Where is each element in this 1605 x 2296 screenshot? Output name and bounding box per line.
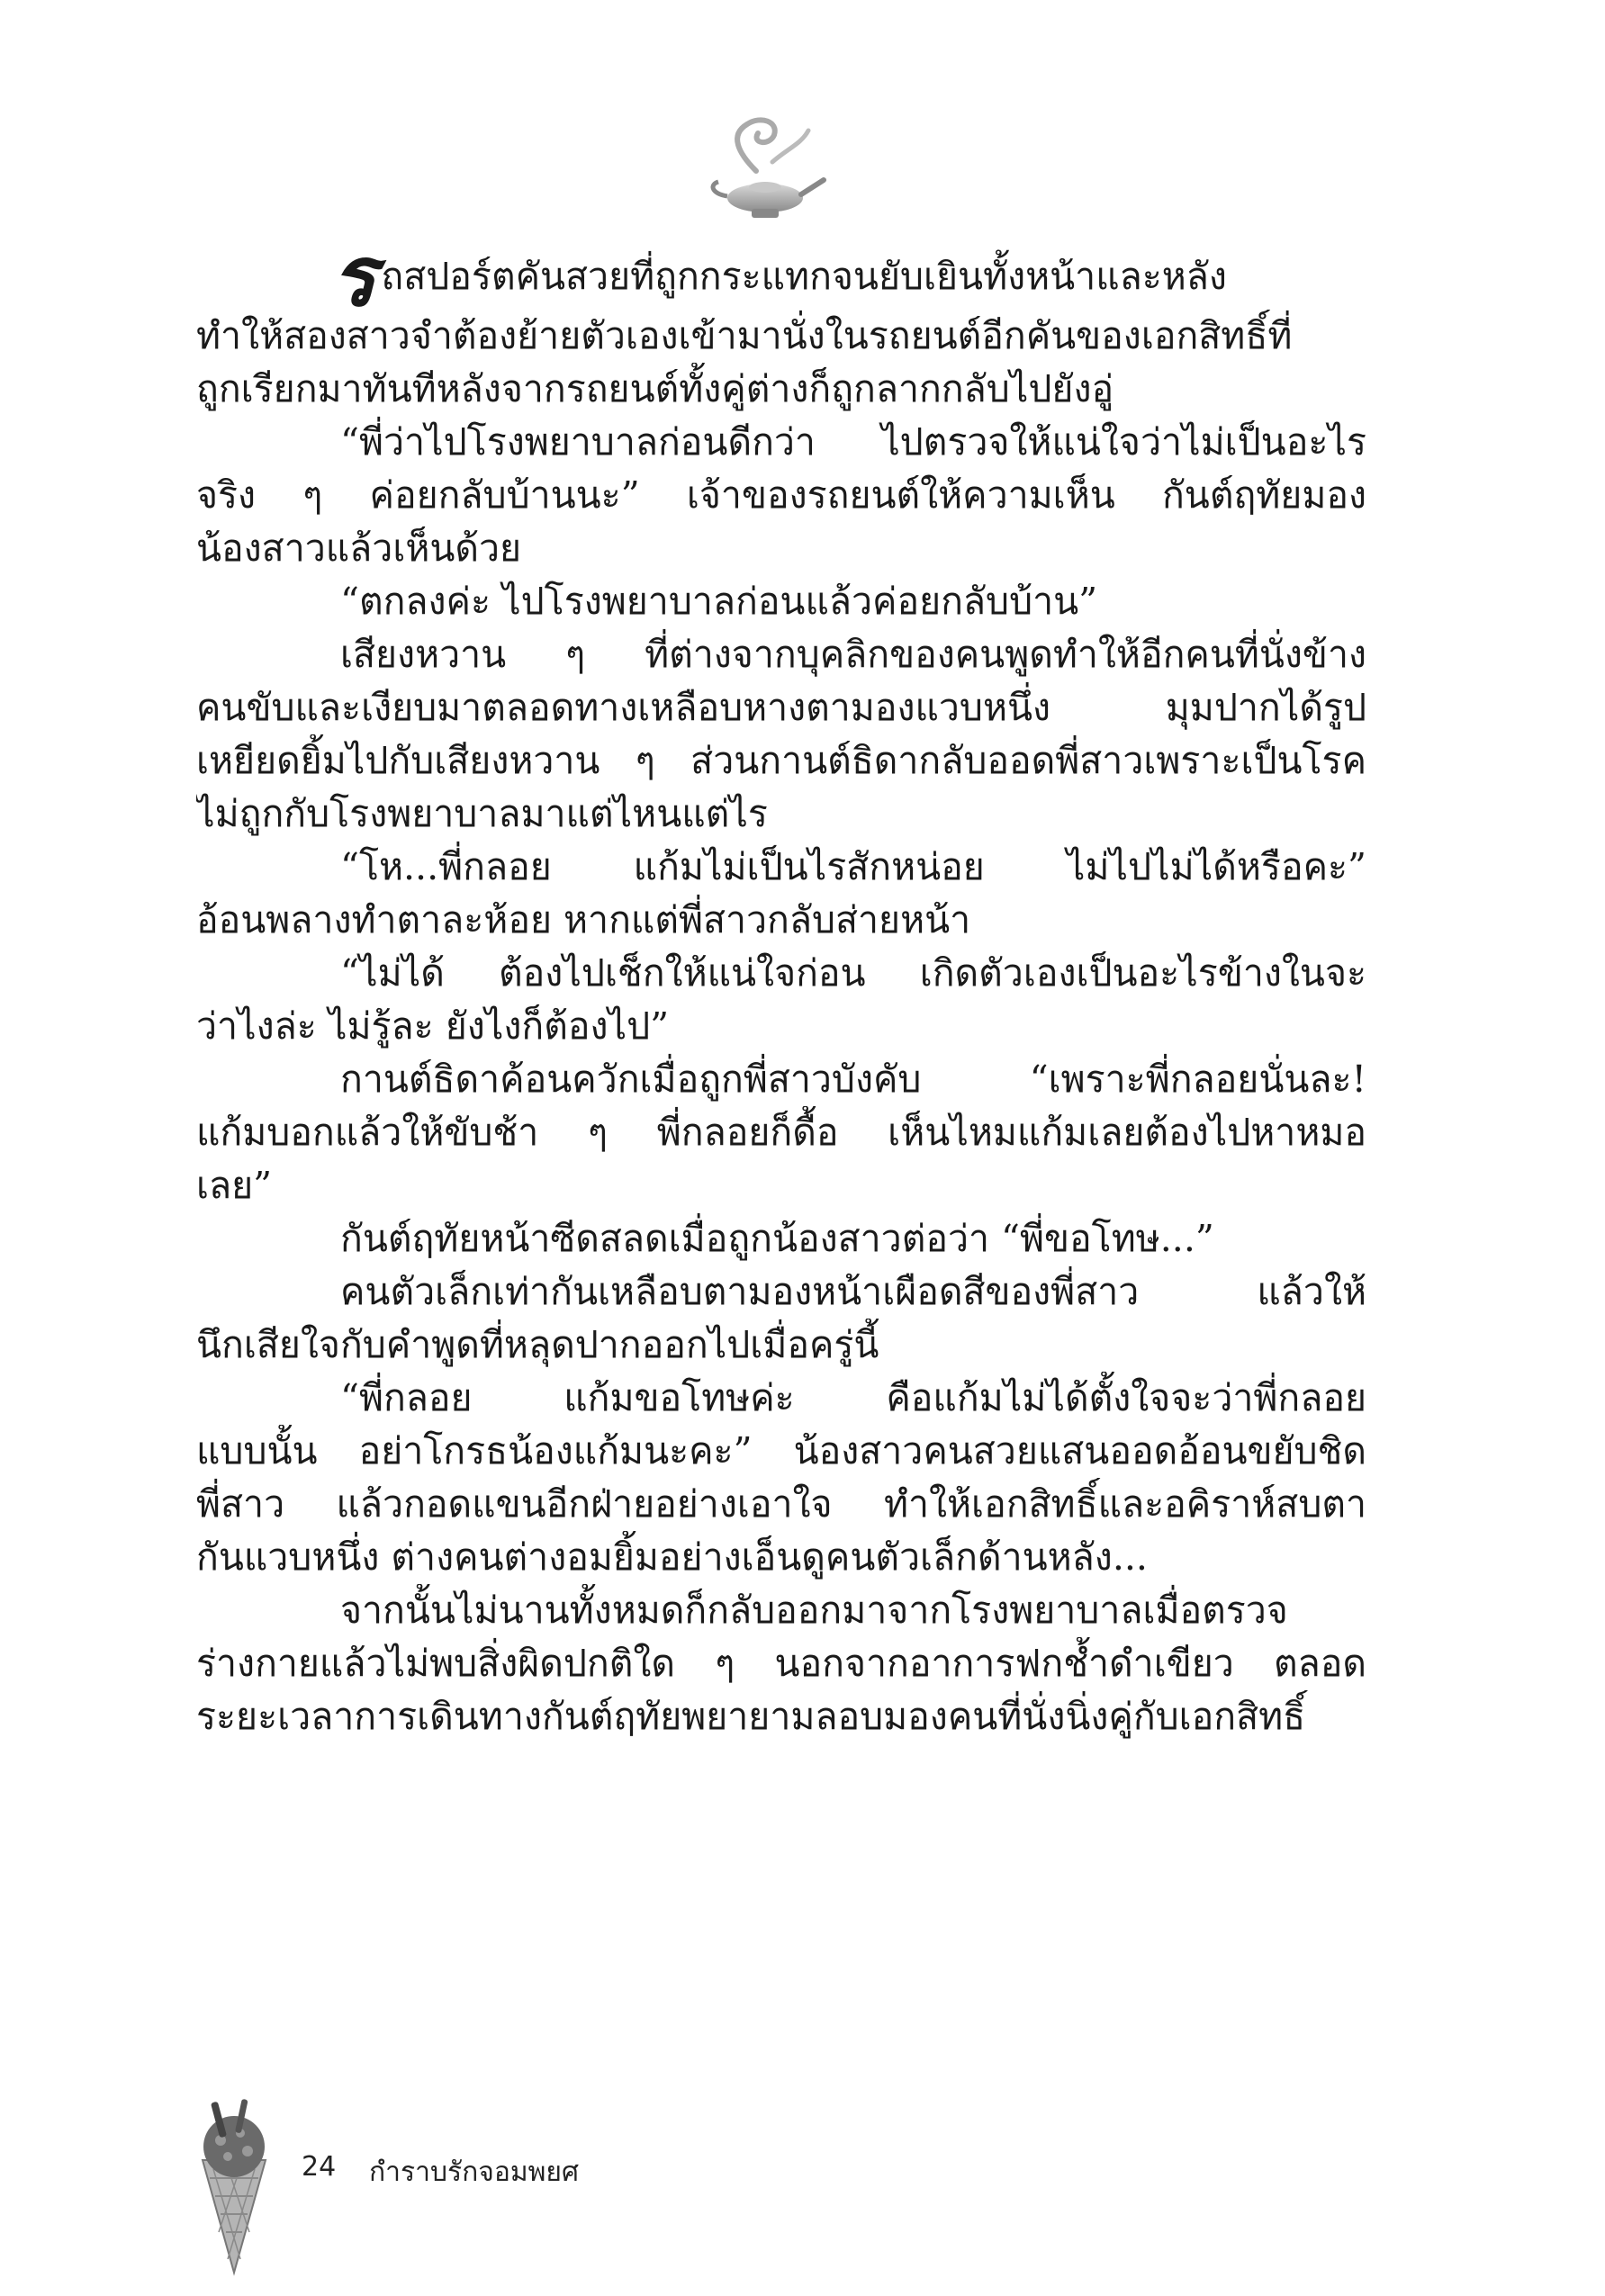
text-line: อ้อนพลางทำตาละห้อย หากแต่พี่สาวกลับส่ายหน้า — [196, 898, 971, 941]
paragraph-first-line: รถสปอร์ตคันสวยที่ถูกกระแทกจนยับเยินทั้งหน้าและหลัง — [196, 243, 1366, 310]
text-line: จริง ๆ ค่อยกลับบ้านนะ” เจ้าของรถยนต์ให้ความเห็น กันต์ฤทัยมอง — [196, 473, 1366, 517]
text-line: กานต์ธิดาค้อนควักเมื่อถูกพี่สาวบังคับ “เพราะพี่กลอยนั่นละ! — [340, 1058, 1366, 1101]
text-line: กันแวบหนึ่ง ต่างคนต่างอมยิ้มอย่างเอ็นดูคนตัวเล็กด้านหลัง... — [196, 1535, 1148, 1579]
text-line: คนขับและเงียบมาตลอดทางเหลือบหางตามองแวบหนึ่ง มุมปากได้รูป — [196, 686, 1366, 729]
book-title: กำราบรักจอมพยศ — [369, 2156, 580, 2188]
text-line: ระยะเวลาการเดินทางกันต์ฤทัยพยายามลอบมองคนที่นั่งนิ่งคู่กับเอกสิทธิ์ — [196, 1695, 1306, 1738]
text-line: พี่สาว แล้วกอดแขนอีกฝ่ายอย่างเอาใจ ทำให้เอกสิทธิ์และอคิราห์สบตา — [196, 1482, 1366, 1526]
ice-cream-cone-icon — [185, 2097, 284, 2277]
text-line: เหยียดยิ้มไปกับเสียงหวาน ๆ ส่วนกานต์ธิดากลับออดพี่สาวเพราะเป็นโรค — [196, 739, 1366, 782]
genie-lamp-icon — [702, 108, 828, 234]
body-text — [196, 243, 1366, 1743]
text-line: แบบนั้น อย่าโกรธน้องแก้มนะคะ” น้องสาวคนสวยแสนออดอ้อนขยับชิด — [196, 1429, 1366, 1472]
text-line: “โห...พี่กลอย แก้มไม่เป็นไรสักหน่อย ไม่ไปไม่ได้หรือคะ” — [340, 845, 1366, 888]
text-line: จากนั้นไม่นานทั้งหมดก็กลับออกมาจากโรงพยาบาลเมื่อตรวจ — [340, 1589, 1288, 1632]
text-line: เลย” — [196, 1164, 273, 1207]
text-line: แก้มบอกแล้วให้ขับช้า ๆ พี่กลอยก็ดื้อ เห็นไหมแก้มเลยต้องไปหาหมอ — [196, 1111, 1366, 1154]
page-footer — [185, 2097, 815, 2277]
text-line: “ตกลงค่ะ ไปโรงพยาบาลก่อนแล้วค่อยกลับบ้าน” — [340, 580, 1098, 623]
text-line: ร่างกายแล้วไม่พบสิ่งผิดปกติใด ๆ นอกจากอาการฟกช้ำดำเขียว ตลอด — [196, 1642, 1366, 1685]
text-line: “พี่กลอย แก้มขอโทษค่ะ คือแก้มไม่ได้ตั้งใจจะว่าพี่กลอย — [340, 1376, 1366, 1419]
text-line: ว่าไงล่ะ ไม่รู้ละ ยังไงก็ต้องไป” — [196, 1004, 670, 1048]
text-line: ไม่ถูกกับโรงพยาบาลมาแต่ไหนแต่ไร — [196, 792, 768, 835]
text-line: น้องสาวแล้วเห็นด้วย — [196, 527, 522, 570]
text-line: นึกเสียใจกับคำพูดที่หลุดปากออกไปเมื่อครู่นี้ — [196, 1323, 879, 1366]
text-line: ทำให้สองสาวจำต้องย้ายตัวเองเข้ามานั่งในรถยนต์อีกคันของเอกสิทธิ์ที่ — [196, 314, 1293, 357]
text-line: “ไม่ได้ ต้องไปเช็กให้แน่ใจก่อน เกิดตัวเองเป็นอะไรข้างในจะ — [340, 951, 1366, 995]
text-line: ถูกเรียกมาทันทีหลังจากรถยนต์ทั้งคู่ต่างก็ถูกลากกลับไปยังอู่ — [196, 367, 1114, 410]
text-line: “พี่ว่าไปโรงพยาบาลก่อนดีกว่า ไปตรวจให้แน่ใจว่าไม่เป็นอะไร — [340, 420, 1366, 464]
drop-cap: ร — [331, 243, 376, 310]
text-line: กันต์ฤทัยหน้าซีดสลดเมื่อถูกน้องสาวต่อว่า “พี่ขอโทษ...” — [340, 1217, 1214, 1260]
text-line: เสียงหวาน ๆ ที่ต่างจากบุคลิกของคนพูดทำให้อีกคนที่นั่งข้าง — [340, 633, 1366, 676]
text-line: คนตัวเล็กเท่ากันเหลือบตามองหน้าเผือดสีของพี่สาว แล้วให้ — [340, 1270, 1366, 1313]
page-number: 24 — [302, 2151, 337, 2183]
